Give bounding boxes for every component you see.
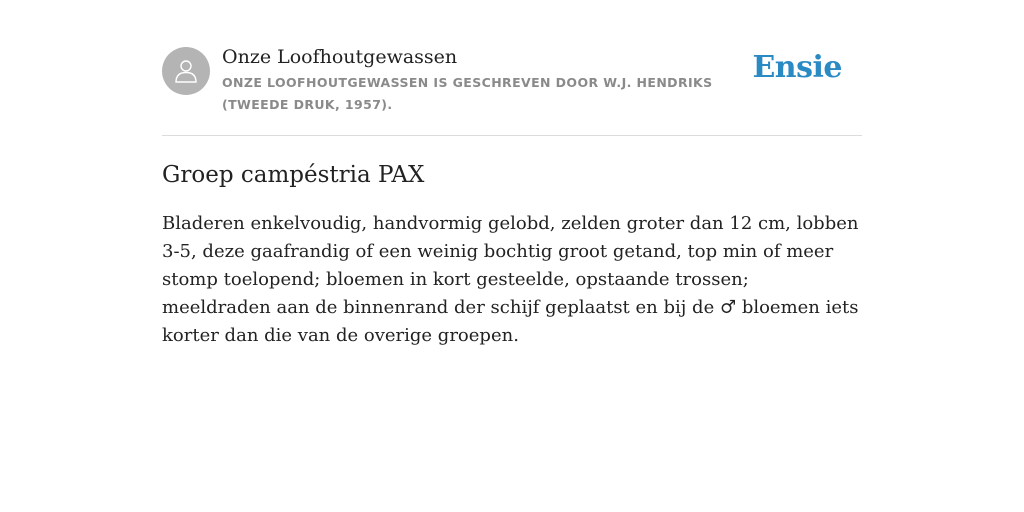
brand-logo[interactable]: Ensie [752,50,842,85]
entry-card [162,0,862,350]
entry-body: Bladeren enkelvoudig, handvormig gelobd, zelden groter dan 12 cm, lobben 3-5, deze gaafrandig of een weinig bochtig groot getand, top min of meer stomp toelopend; bloemen in kort gesteelde, opstaande trossen; meeldraden aan de binnenrand der schijf geplaatst en bij de ♂ bloemen iets korter dan die van de overige groepen. [162,213,859,346]
source-avatar [162,47,210,95]
source-description: ONZE LOOFHOUTGEWASSEN IS GESCHREVEN DOOR W.J. HENDRIKS (TWEEDE DRUK, 1957). [222,75,713,112]
source-header [162,0,862,136]
user-icon [172,57,200,85]
source-title[interactable]: Onze Loofhoutgewassen [222,46,458,68]
entry-title: Groep campéstria PAX [162,162,425,188]
